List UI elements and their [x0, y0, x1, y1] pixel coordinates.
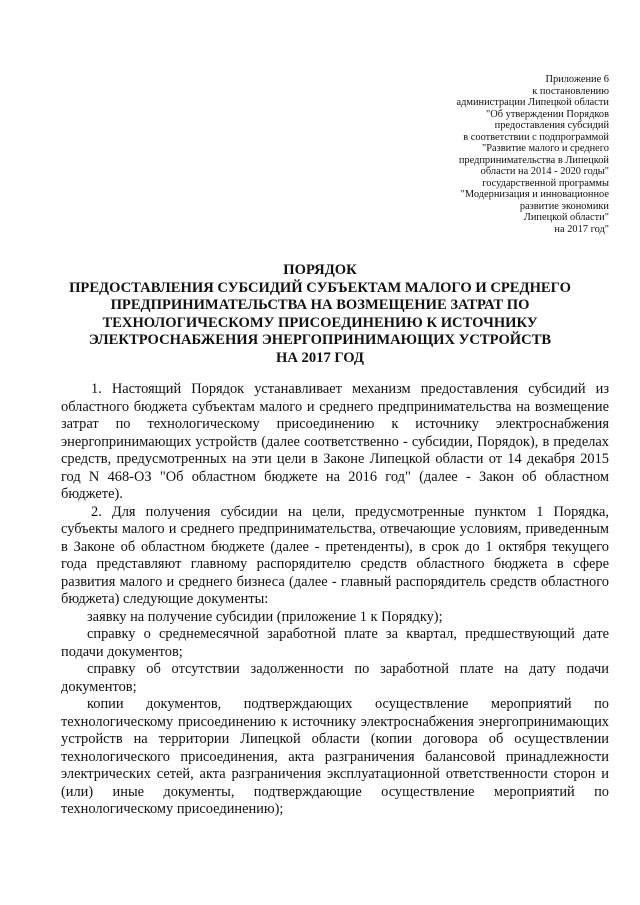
annex-header: [349, 74, 609, 235]
title-line: ТЕХНОЛОГИЧЕСКОМУ ПРИСОЕДИНЕНИЮ К ИСТОЧНИКУ: [102, 314, 538, 331]
list-item-salary-certificate: справку о среднемесячной заработной плате за квартал, предшествующий дате подачи документов;: [61, 626, 609, 660]
list-item-document-copies: копии документов, подтверждающих осуществление мероприятий по технологическому присоединению к источнику электроснабжения энергопринимающих устройств на территории Липецкой области (копии договора об осуществлении технологического присоединения, акта разграничения балансовой принадлежности электрических сетей, акта разграничения эксплуатационной ответственности сторон и (или) иные документы, подтверждающие осуществление мероприятий по технологическому присоединению);: [61, 696, 609, 817]
annex-line: области на 2014 - 2020 годы": [480, 166, 609, 177]
document-body: [61, 381, 609, 819]
annex-line: администрации Липецкой области: [456, 97, 609, 108]
annex-line: "Об утверждении Порядков: [486, 108, 609, 120]
annex-line: к постановлению: [532, 85, 609, 97]
annex-line: предоставления субсидий: [494, 120, 609, 131]
list-item-debt-certificate: справку об отсутствии задолженности по заработной плате на дату подачи документов;: [61, 661, 609, 695]
annex-line: государственной программы: [482, 177, 609, 189]
paragraph-2: 2. Для получения субсидии на цели, предусмотренные пунктом 1 Порядка, субъекты малого и среднего предпринимательства, отвечающие условиям, приведенным в Законе об областном бюджете (далее - претенденты), в срок до 1 октября текущего года представляют главному распорядителю средств областного бюджета в сфере развития малого и среднего бизнеса (далее - главный распорядитель средств областного бюджета) следующие документы:: [61, 503, 609, 607]
annex-line: на 2017 год": [554, 223, 609, 235]
title-line: НА 2017 ГОД: [276, 349, 364, 366]
annex-line: Липецкой области": [523, 212, 609, 223]
annex-line: развитие экономики: [519, 200, 609, 212]
paragraph-1: 1. Настоящий Порядок устанавливает механизм предоставления субсидий из областного бюджета субъектам малого и среднего предпринимательства на возмещение затрат по технологическому присоединению к источнику электроснабжения энергопринимающих устройств (далее соответственно - субсидии, Порядок), в пределах средств, предусмотренных на эти цели в Законе Липецкой области от 14 декабря 2015 год N 468-ОЗ "Об областном бюджете на 2016 год" (далее - Закон об областном бюджете).: [61, 381, 609, 502]
annex-line: Приложение 6: [545, 74, 609, 85]
document-title: [60, 262, 580, 368]
annex-line: "Развитие малого и среднего: [482, 143, 609, 154]
title-line: ПРЕДОСТАВЛЕНИЯ СУБСИДИЙ СУБЪЕКТАМ МАЛОГО И СРЕДНЕГО: [69, 279, 571, 296]
title-line: ПРЕДПРИНИМАТЕЛЬСТВА НА ВОЗМЕЩЕНИЕ ЗАТРАТ ПО: [110, 297, 530, 314]
annex-line: "Модернизация и инновационное: [460, 189, 609, 200]
list-item-application: заявку на получение субсидии (приложение 1 к Порядку);: [87, 608, 443, 625]
title-line: ЭЛЕКТРОСНАБЖЕНИЯ ЭНЕРГОПРИНИМАЮЩИХ УСТРОЙСТВ: [88, 332, 552, 349]
title-line: ПОРЯДОК: [283, 262, 357, 278]
annex-line: в соответствии с подпрограммой: [463, 131, 609, 143]
annex-line: предпринимательства в Липецкой: [458, 154, 609, 166]
